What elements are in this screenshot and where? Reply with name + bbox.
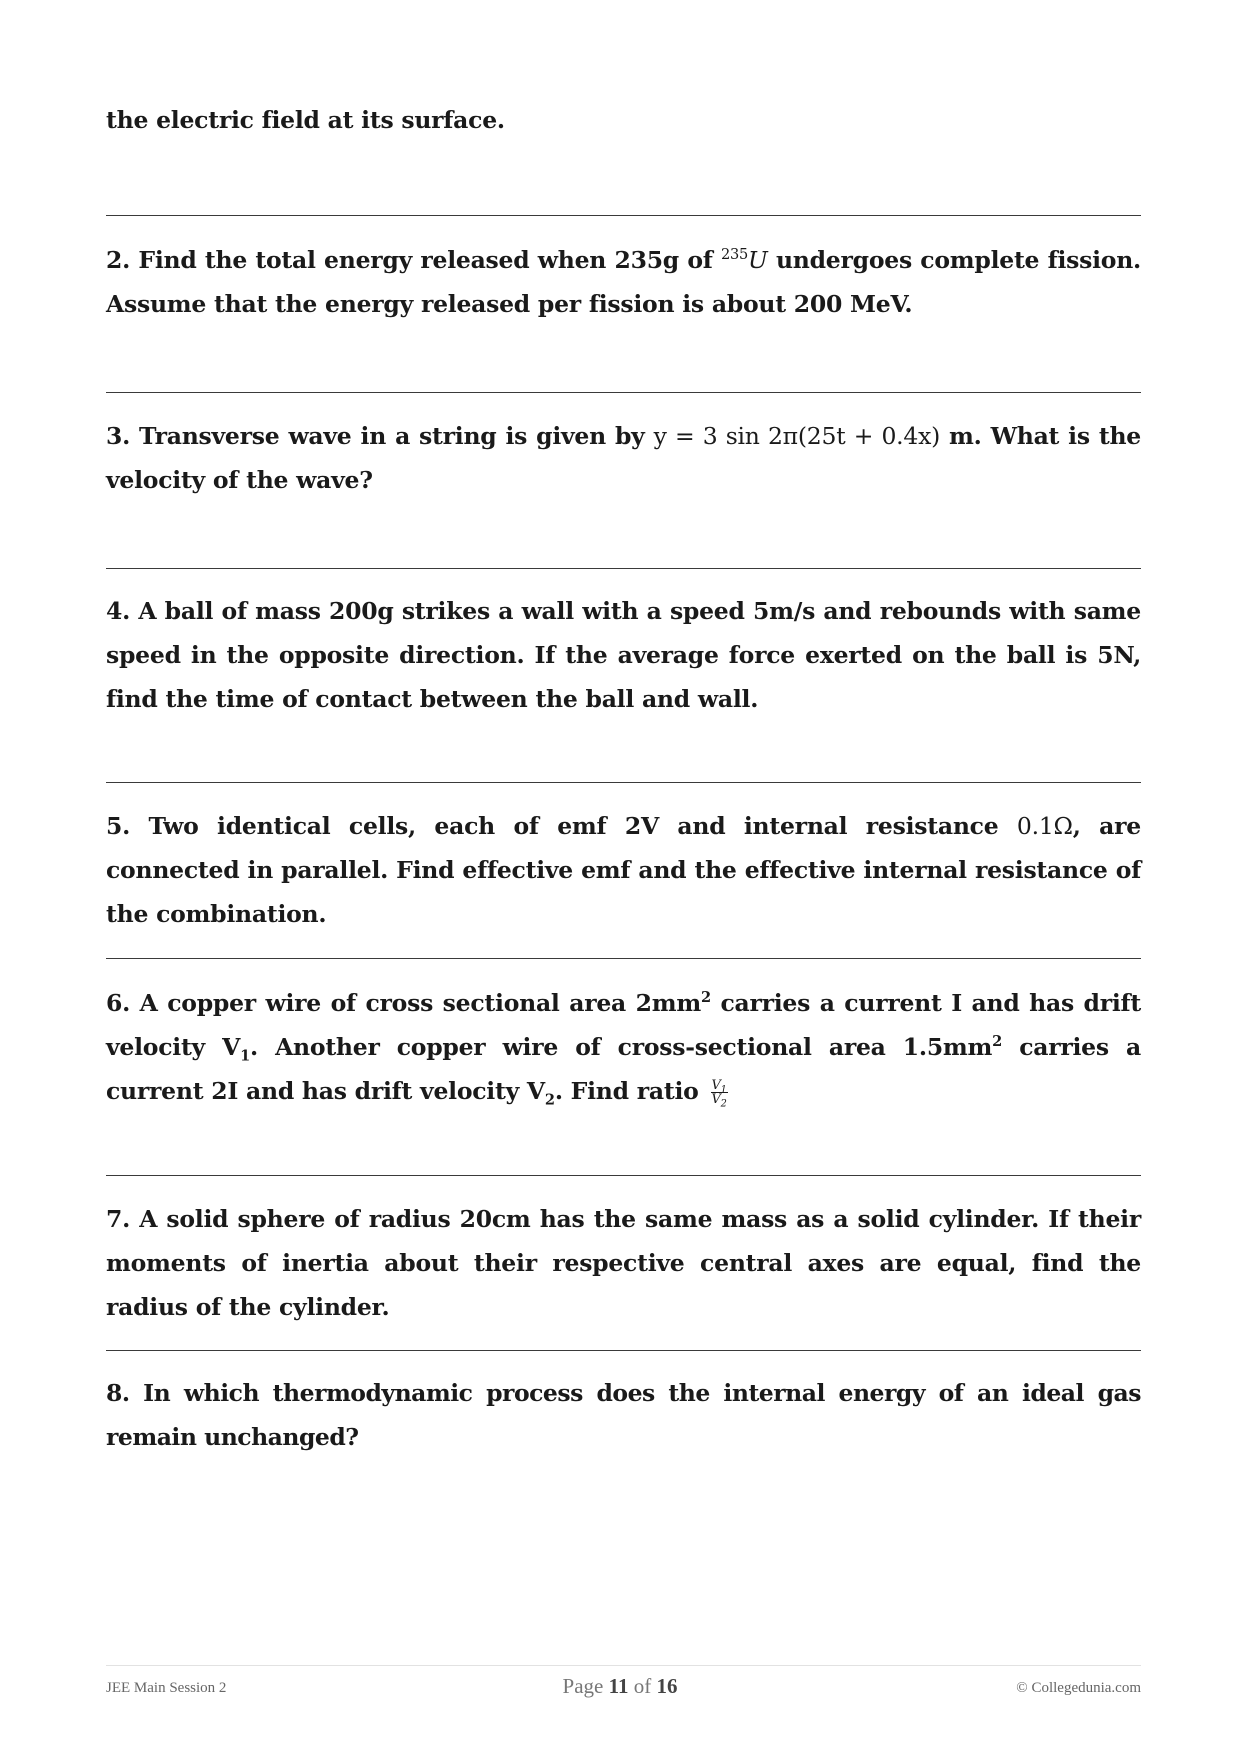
question-4 xyxy=(106,589,1141,721)
question-3 xyxy=(106,414,1141,502)
question-2-text-a: 2. Find the total energy released when 235g of xyxy=(106,246,721,274)
velocity-subscript-2: 2 xyxy=(544,1091,555,1109)
question-4-text: 4. A ball of mass 200g strikes a wall with a speed 5m/s and rebounds with same speed in the opposite direction. If the average force exerted on the ball is 5N, find the time of contact between the ball and wall. xyxy=(106,597,1141,713)
fraction-denominator: $V_2$ xyxy=(711,1092,727,1110)
resistance-value: 0.1Ω xyxy=(1016,812,1073,840)
question-6 xyxy=(106,981,1141,1113)
question-7-text: 7. A solid sphere of radius 20cm has the same mass as a solid cylinder. If their moments of inertia about their respective central axes are equal, find the radius of the cylinder. xyxy=(106,1205,1141,1321)
footer-divider xyxy=(106,1665,1141,1666)
question-6-text-c: . Another copper wire of cross-sectional area 1.5mm xyxy=(249,1033,993,1061)
question-3-text-a: 3. Transverse wave in a string is given by xyxy=(106,422,654,450)
question-2 xyxy=(106,238,1141,326)
question-8 xyxy=(106,1371,1141,1459)
question-6-text-b: carries a current I and has drift velocity V xyxy=(106,989,1141,1061)
question-5 xyxy=(106,804,1141,936)
question-6-text-d: carries a current 2I and has drift velocity V xyxy=(106,1033,1141,1105)
divider xyxy=(106,215,1141,216)
fraction-numerator: $V_1$ xyxy=(711,1078,727,1096)
question-6-text-e: . Find ratio xyxy=(554,1077,699,1105)
question-7 xyxy=(106,1197,1141,1329)
question-5-text-b: , are connected in parallel. Find effective emf and the effective internal resistance of the combination. xyxy=(106,812,1141,928)
question-5-text-a: 5. Two identical cells, each of emf 2V and internal resistance xyxy=(106,812,1017,840)
current-page-number: 11 xyxy=(608,1674,629,1698)
velocity-subscript-1: 1 xyxy=(240,1047,250,1065)
question-3-text-b: m. What is the velocity of the wave? xyxy=(106,422,1141,494)
footer-copyright: © Collegedunia.com xyxy=(1016,1680,1141,1696)
question-2-text-b: undergoes complete fission. Assume that the energy released per fission is about 200 MeV. xyxy=(106,246,1141,318)
question-1-continuation xyxy=(106,98,1141,142)
wave-equation: y = 3 sin 2π(25t + 0.4x) xyxy=(653,422,940,450)
question-8-text: 8. In which thermodynamic process does the internal energy of an ideal gas remain unchanged? xyxy=(106,1379,1141,1451)
divider xyxy=(106,782,1141,783)
question-1-text: the electric field at its surface. xyxy=(106,106,505,134)
footer-exam-name: JEE Main Session 2 xyxy=(106,1680,227,1696)
divider xyxy=(106,568,1141,569)
divider xyxy=(106,958,1141,959)
area-exponent: 2 xyxy=(992,1033,1003,1051)
total-pages: 16 xyxy=(656,1674,678,1698)
divider xyxy=(106,1175,1141,1176)
divider xyxy=(106,1350,1141,1351)
isotope-symbol: U xyxy=(748,246,768,274)
area-exponent: 2 xyxy=(700,989,711,1007)
divider xyxy=(106,392,1141,393)
page-indicator: Page 11 of 16 xyxy=(562,1674,678,1698)
isotope-mass-number: 235 xyxy=(720,246,749,264)
velocity-ratio-fraction xyxy=(711,1078,728,1110)
question-6-text-a: 6. A copper wire of cross sectional area 2mm xyxy=(106,989,701,1017)
